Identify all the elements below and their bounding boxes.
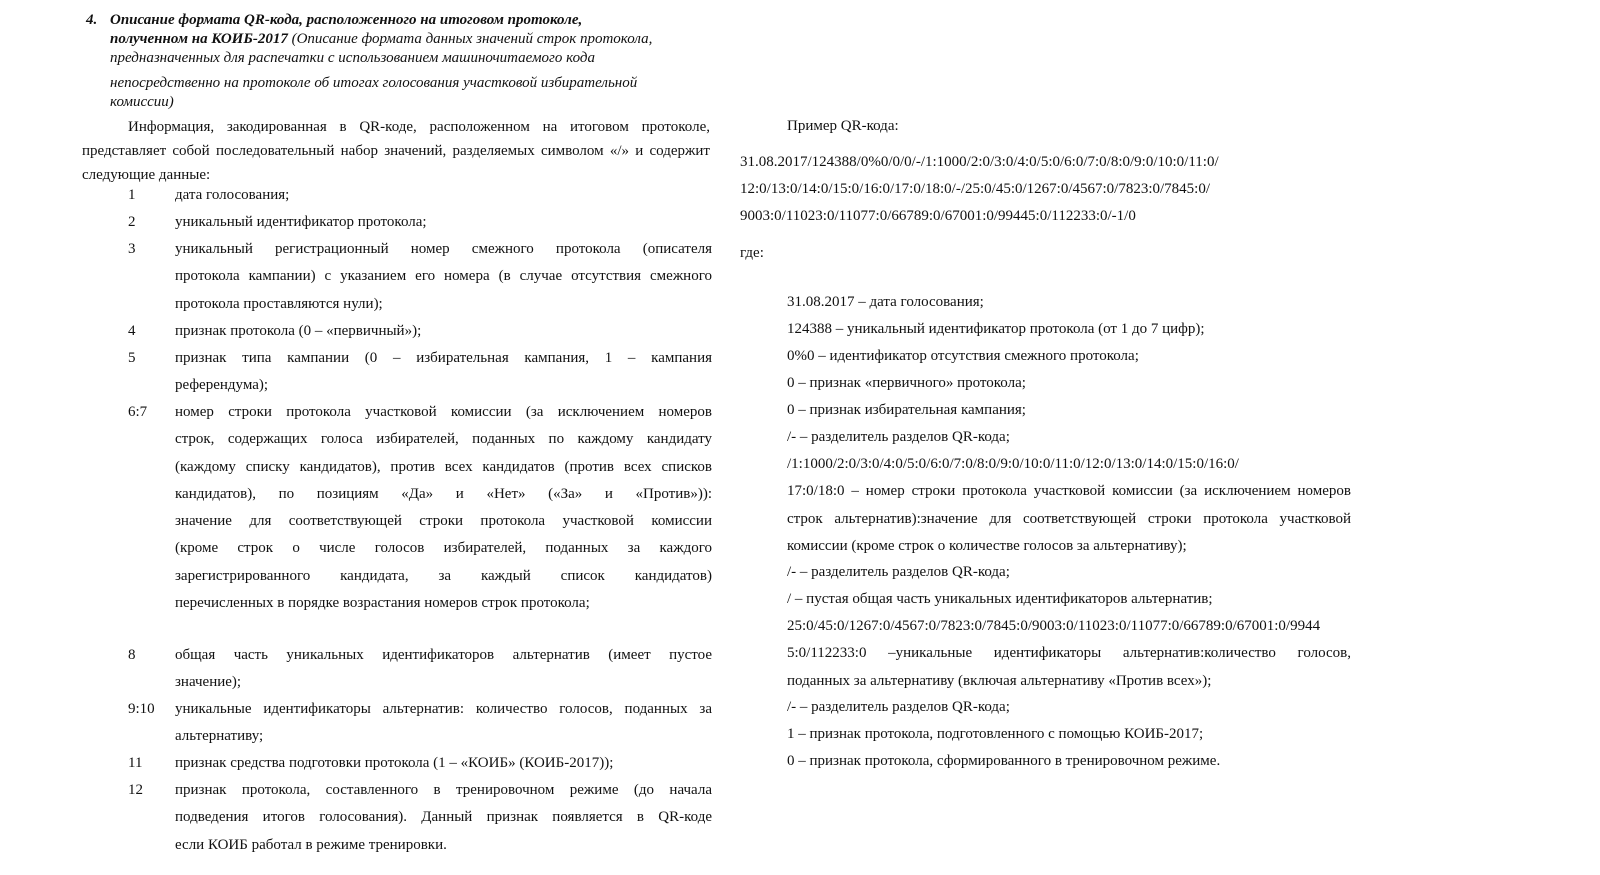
list-item-line: признак типа кампании (0 – избирательная кампания, 1 – кампания xyxy=(175,350,712,366)
list-item xyxy=(128,182,712,209)
qr-line: 12:0/13:0/14:0/15:0/16:0/17:0/18:0/-/25:0/45:0/1267:0/4567:0/7823:0/7845:0/ xyxy=(740,181,1211,197)
definition-line: 124388 – уникальный идентификатор протокола (от 1 до 7 цифр); xyxy=(787,321,1205,337)
definition-line: 17:0/18:0 – номер строки протокола участковой комиссии (за исключением номеров xyxy=(787,483,1351,500)
list-item-line: альтернативу; xyxy=(175,728,264,745)
list-item-text xyxy=(175,777,712,859)
list-item xyxy=(128,642,712,697)
qr-line: 9003:0/11023:0/11077:0/66789:0/67001:0/99445:0/112233:0/-1/0 xyxy=(740,208,1136,224)
list-item-text xyxy=(175,642,712,697)
list-item-line: значение для соответствующей строки протокола участковой комиссии xyxy=(175,513,712,530)
list-item-number: 6:7 xyxy=(128,404,148,420)
list-item-line: (кроме строк о числе голосов избирателей, поданных за каждого xyxy=(175,540,712,557)
definition-line: 1 – признак протокола, подготовленного с помощью КОИБ-2017; xyxy=(787,726,1204,742)
list-item-line: дата голосования; xyxy=(175,187,290,203)
list-item xyxy=(128,777,712,859)
definition-line: 0 – признак протокола, сформированного в тренировочном режиме. xyxy=(787,753,1221,769)
list-item-line: общая часть уникальных идентификаторов альтернатив (имеет пустое xyxy=(175,647,712,663)
list-item xyxy=(128,318,712,345)
list-item-line: признак средства подготовки протокола (1 – «КОИБ» (КОИБ-2017)); xyxy=(175,755,614,771)
list-item-number: 4 xyxy=(128,323,136,339)
definition-line: /- – разделитель разделов QR-кода; xyxy=(787,699,1010,715)
definition-item xyxy=(787,748,1351,775)
definition-item xyxy=(787,559,1351,586)
list-item-number: 3 xyxy=(128,241,136,257)
list-item xyxy=(128,236,712,318)
definition-line: поданных за альтернативу (включая альтернативу «Против всех»); xyxy=(787,672,1212,689)
definition-item xyxy=(787,586,1351,613)
definition-line: / – пустая общая часть уникальных идентификаторов альтернатив; xyxy=(787,591,1213,607)
heading-title-line-1: Описание формата QR-кода, расположенного на итоговом протоколе, xyxy=(110,12,583,28)
list-item-line: уникальный регистрационный номер смежного протокола (описателя xyxy=(175,241,712,257)
definition-item xyxy=(787,424,1351,451)
definition-line: 0 – признак «первичного» протокола; xyxy=(787,375,1026,391)
list-item-number: 8 xyxy=(128,647,136,663)
list-item-line: референдума); xyxy=(175,377,269,394)
list-item-line: признак протокола (0 – «первичный»); xyxy=(175,323,422,339)
list-item-text xyxy=(175,750,712,777)
heading-line-3: предназначенных для распечатки с использованием машиночитаемого кода xyxy=(110,50,595,66)
definition-line: 31.08.2017 – дата голосования; xyxy=(787,294,984,310)
definition-item xyxy=(787,370,1351,397)
qr-line: 31.08.2017/124388/0%0/0/0/-/1:1000/2:0/3:0/4:0/5:0/6:0/7:0/8:0/9:0/10:0/11:0/ xyxy=(740,154,1219,170)
where-label: где: xyxy=(740,245,764,261)
list-item-text xyxy=(175,182,712,209)
list-item-text xyxy=(175,236,712,318)
list-item-text xyxy=(175,209,712,236)
definition-line: комиссии (кроме строк о количестве голосов за альтернативу); xyxy=(787,537,1187,554)
heading-subtitle-line-2: (Описание формата данных значений строк протокола, xyxy=(287,31,653,47)
list-item xyxy=(128,750,712,777)
heading-title-line-2: полученном на КОИБ-2017 xyxy=(110,31,288,47)
list-item-line: кандидатов), по позициям «Да» и «Нет» («За» и «Против»)): xyxy=(175,485,712,502)
definition-line: строк альтернатив):значение для соответствующей строки протокола участковой xyxy=(787,510,1351,527)
definition-line: 25:0/45:0/1267:0/4567:0/7823:0/7845:0/9003:0/11023:0/11077:0/66789:0/67001:0/9944 xyxy=(787,618,1321,634)
list-item-line: подведения итогов голосования). Данный признак появляется в QR-коде xyxy=(175,809,712,826)
list-item xyxy=(128,399,712,617)
list-item-line: уникальный идентификатор протокола; xyxy=(175,214,427,230)
list-item-line: признак протокола, составленного в тренировочном режиме (до начала xyxy=(175,782,712,798)
list-item-text xyxy=(175,345,712,400)
list-item-number: 5 xyxy=(128,350,136,366)
definition-item xyxy=(787,694,1351,721)
definition-line: /- – разделитель разделов QR-кода; xyxy=(787,429,1010,445)
list-item-line: зарегистрированного кандидата, за каждый список кандидатов) xyxy=(175,567,712,584)
definition-line: 5:0/112233:0 –уникальные идентификаторы альтернатив:количество голосов, xyxy=(787,645,1351,662)
list-item-text xyxy=(175,318,712,345)
list-item-number: 2 xyxy=(128,214,136,230)
list-item-line: протокола кампании) с указанием его номера (в случае отсутствия смежного xyxy=(175,268,712,285)
list-item-line: (каждому списку кандидатов), против всех кандидатов (против всех списков xyxy=(175,458,712,475)
list-item-line: протокола проставляются нули); xyxy=(175,295,383,312)
definition-item xyxy=(787,613,1351,695)
list-item-number: 1 xyxy=(128,187,136,203)
list-item-number: 9:10 xyxy=(128,701,155,717)
heading-line-4: непосредственно на протоколе об итогах голосования участковой избирательной xyxy=(110,75,638,91)
definition-item xyxy=(787,451,1351,560)
definition-item xyxy=(787,721,1351,748)
list-item-line: строк, содержащих голоса избирателей, поданных по каждому кандидату xyxy=(175,431,712,448)
list-item-line: уникальные идентификаторы альтернатив: количество голосов, поданных за xyxy=(175,701,712,717)
section-heading xyxy=(86,11,726,112)
definition-line: /1:1000/2:0/3:0/4:0/5:0/6:0/7:0/8:0/9:0/10:0/11:0/12:0/13:0/14:0/15:0/16:0/ xyxy=(787,456,1239,472)
definition-line: 0%0 – идентификатор отсутствия смежного протокола; xyxy=(787,348,1139,364)
list-item-text xyxy=(175,399,712,617)
intro-paragraph: Информация, закодированная в QR-коде, расположенном на итоговом протоколе, представляет собой последовательный набор значений, разделяемых символом «/» и содержит следующие данные: xyxy=(82,119,710,183)
list-item xyxy=(128,696,712,751)
list-item-line: номер строки протокола участковой комиссии (за исключением номеров xyxy=(175,404,712,420)
definition-item xyxy=(787,343,1351,370)
definition-item xyxy=(787,289,1351,316)
list-item-line: перечисленных в порядке возрастания номеров строк протокола; xyxy=(175,595,590,612)
definition-line: 0 – признак избирательная кампания; xyxy=(787,402,1026,418)
definition-item xyxy=(787,397,1351,424)
definition-item xyxy=(787,316,1351,343)
example-label: Пример QR-кода: xyxy=(787,118,899,134)
list-item-number: 12 xyxy=(128,782,143,798)
list-item-line: если КОИБ работал в режиме тренировки. xyxy=(175,836,447,853)
list-item-text xyxy=(175,696,712,751)
list-item-line: значение); xyxy=(175,674,242,691)
list-item-number: 11 xyxy=(128,755,143,771)
definition-line: /- – разделитель разделов QR-кода; xyxy=(787,564,1010,580)
list-item xyxy=(128,345,712,400)
heading-line-5: комиссии) xyxy=(110,94,174,110)
list-item xyxy=(128,209,712,236)
section-number: 4. xyxy=(86,12,98,28)
